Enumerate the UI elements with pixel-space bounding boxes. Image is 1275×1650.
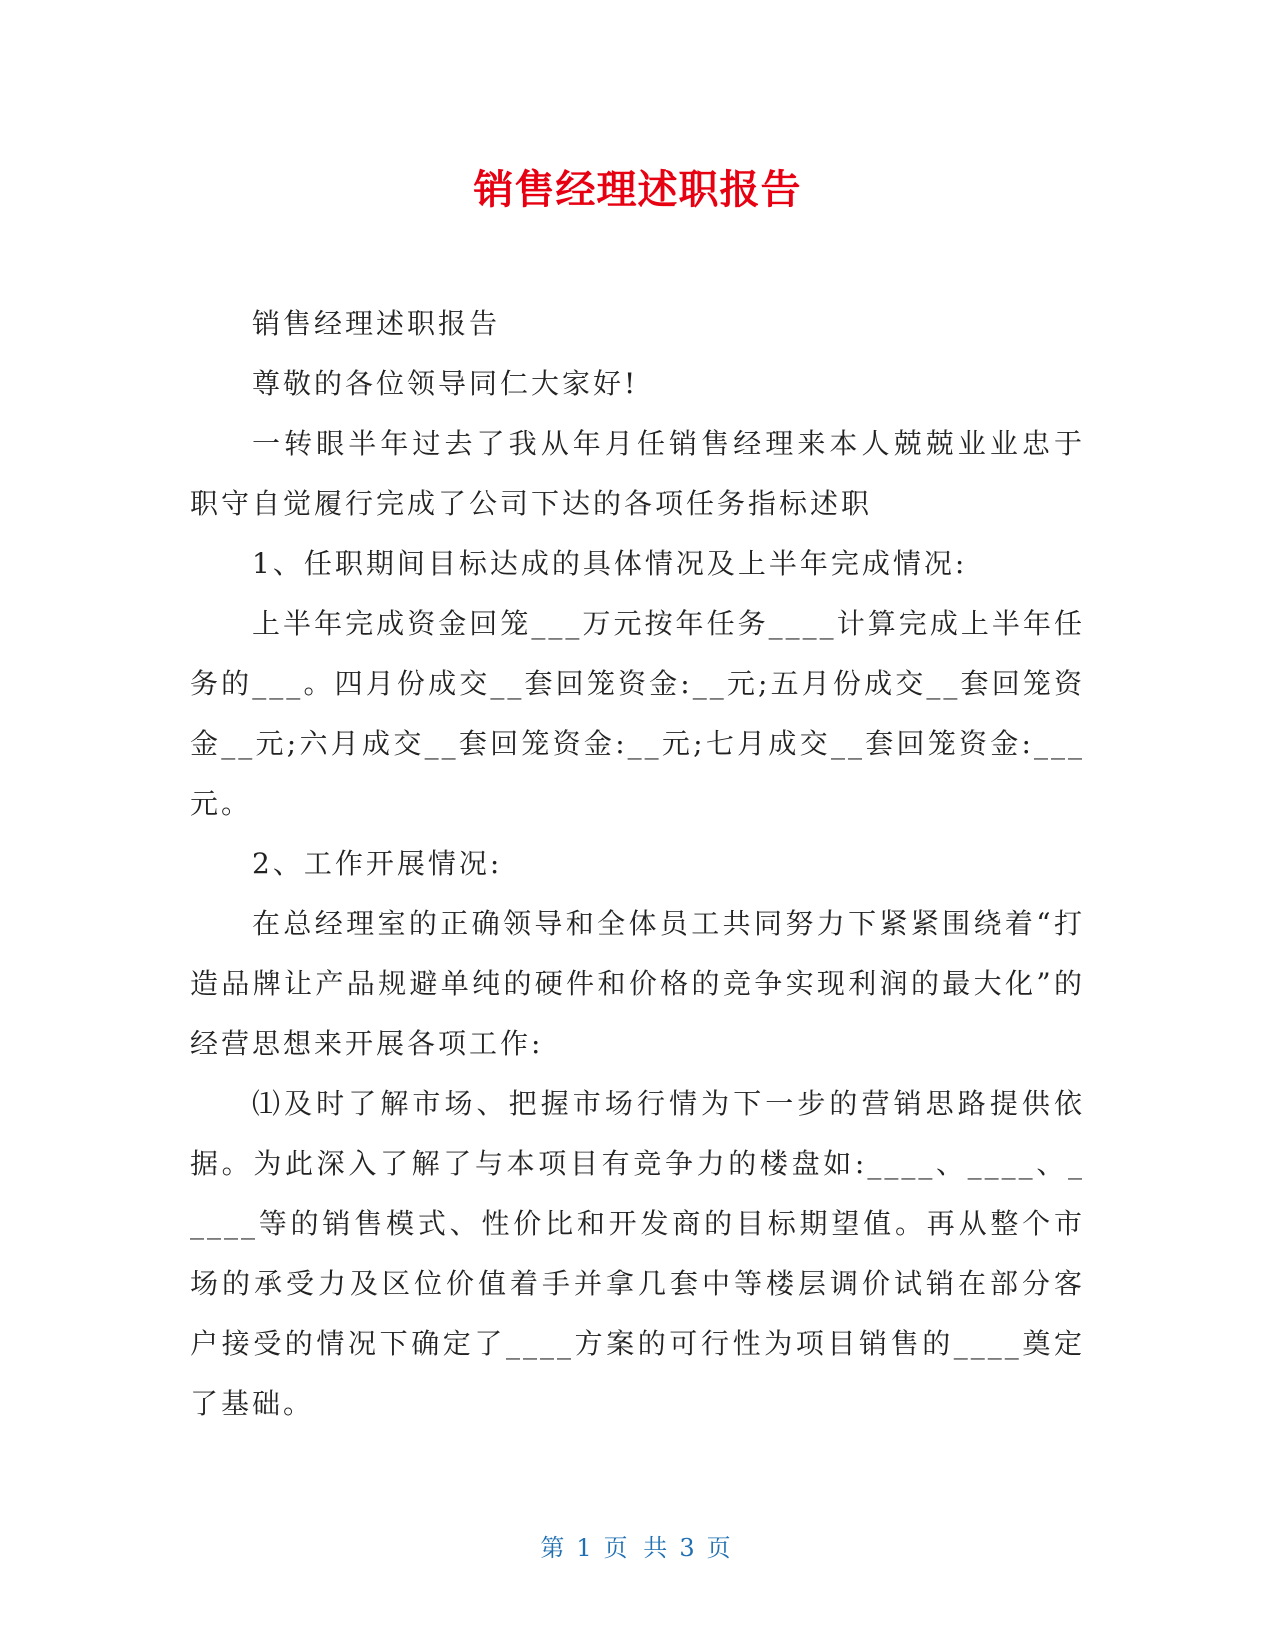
document-body	[190, 294, 1085, 1434]
paragraph-section-1-heading: 1、任职期间目标达成的具体情况及上半年完成情况:	[252, 547, 968, 580]
paragraph-section-2-heading: 2、工作开展情况:	[252, 847, 503, 880]
paragraph-section-2-body: 在总经理室的正确领导和全体员工共同努力下紧紧围绕着“打造品牌让产品规避单纯的硬件和价格的竞争实现利润的最大化”的经营思想来开展各项工作:	[190, 907, 1085, 1060]
footer-prefix: 第	[540, 1534, 569, 1562]
document-title: 销售经理述职报告	[473, 167, 802, 213]
footer-suffix: 页	[706, 1534, 735, 1562]
page-footer	[0, 1528, 1275, 1563]
paragraph-heading: 销售经理述职报告	[252, 307, 501, 340]
paragraph-section-1-body: 上半年完成资金回笼___万元按年任务____计算完成上半年任务的___。四月份成交__套回笼资金:__元;五月份成交__套回笼资金__元;六月成交__套回笼资金:__元;七月成交__套回笼资金:___元。	[190, 607, 1085, 820]
footer-current-page: 1	[576, 1534, 596, 1562]
paragraph-greeting: 尊敬的各位领导同仁大家好!	[252, 367, 639, 400]
paragraph-section-2-item-1: ⑴及时了解市场、把握市场行情为下一步的营销思路提供依据。为此深入了解了与本项目有竞争力的楼盘如:____、____、_____等的销售模式、性价比和开发商的目标期望值。再从整个市场的承受力及区位价值着手并拿几套中等楼层调价试销在部分客户接受的情况下确定了____方案的可行性为项目销售的____奠定了基础。	[190, 1087, 1085, 1420]
footer-total-pages: 3	[679, 1534, 699, 1562]
footer-middle: 页 共	[603, 1534, 672, 1562]
paragraph-intro: 一转眼半年过去了我从年月任销售经理来本人兢兢业业忠于职守自觉履行完成了公司下达的各项任务指标述职	[190, 427, 1085, 520]
